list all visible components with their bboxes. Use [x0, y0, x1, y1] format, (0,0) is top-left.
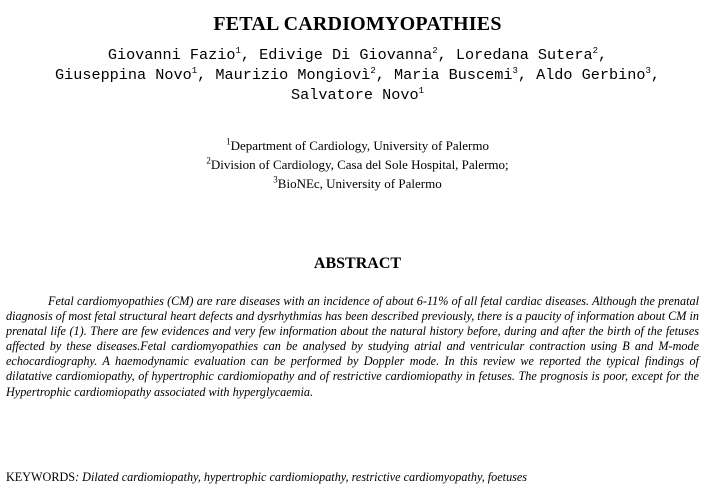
- affiliation: $^2$Division of Cardiology, Casa del Sole Hospital, Palermo;: [206, 155, 509, 172]
- abstract-heading: ABSTRACT: [313, 255, 402, 272]
- author: Maurizio Mongiovì$^2$,: [215, 65, 394, 84]
- affiliation: $^1$Department of Cardiology, University of Palermo: [226, 136, 489, 153]
- affiliation-list: [0, 136, 715, 193]
- author: Aldo Gerbino$^3$,: [536, 65, 660, 84]
- author: Loredana Sutera$^2$,: [455, 45, 608, 64]
- author-affiliation-marker: 1: [235, 45, 241, 56]
- keywords-line: KEYWORDS: Dilated cardiomiopathy, hypertrophic cardiomiopathy, restrictive cardiomyopathy, foetuses: [6, 470, 528, 484]
- author-affiliation-marker: 2: [592, 45, 599, 56]
- author-affiliation-marker: 1: [191, 65, 198, 76]
- author-affiliation-marker: 2: [432, 45, 438, 56]
- keywords-label: KEYWORDS: [6, 470, 76, 484]
- author: Giuseppina Novo$^1$,: [55, 65, 216, 84]
- author-affiliation-marker: 1: [418, 85, 424, 96]
- paper-title: FETAL CARDIOMYOPATHIES: [213, 13, 502, 35]
- author-affiliation-marker: 3: [645, 65, 651, 76]
- affiliation: $^3$BioNEc, University of Palermo: [273, 174, 442, 191]
- author-affiliation-marker: 2: [370, 65, 376, 76]
- author: Giovanni Fazio$^1$,: [107, 45, 260, 64]
- author: Maria Buscemi$^3$,: [393, 65, 537, 84]
- keywords-text: Dilated cardiomiopathy, hypertrophic cardiomiopathy, restrictive cardiomyopathy, foetuses: [82, 470, 528, 484]
- author-affiliation-marker: 3: [512, 65, 518, 76]
- author-list: [30, 45, 685, 105]
- author: Edivige Di Giovanna$^2$,: [259, 45, 456, 64]
- abstract-body: Fetal cardiomyopathies (CM) are rare diseases with an incidence of about 6-11% of all fetal cardiac diseases. Although the prenatal diagnosis of most fetal structural heart defects and dysrhythmias has been described previously, there is a paucity of information about CM in prenatal life (1). There are few evidences and very few information about the natural history before, during and after the birth of the fetuses affected by these diseases.Fetal cardiomyopathies can be analysed by studying atrial and ventricular contraction using B and M-mode echocardiography. A haemodynamic evaluation can be performed by Doppler mode. In this review we reported the typical findings of dilatative cardiomiopathy, of hypertrophic cardiomiopathy and of restrictive cardiomiopathy in fetuses. The prognosis is poor, except for the Hypertrophic cardiomiopathy associated with hyperglycaemia.: [6, 294, 699, 399]
- author: Salvatore Novo$^1$: [290, 85, 424, 104]
